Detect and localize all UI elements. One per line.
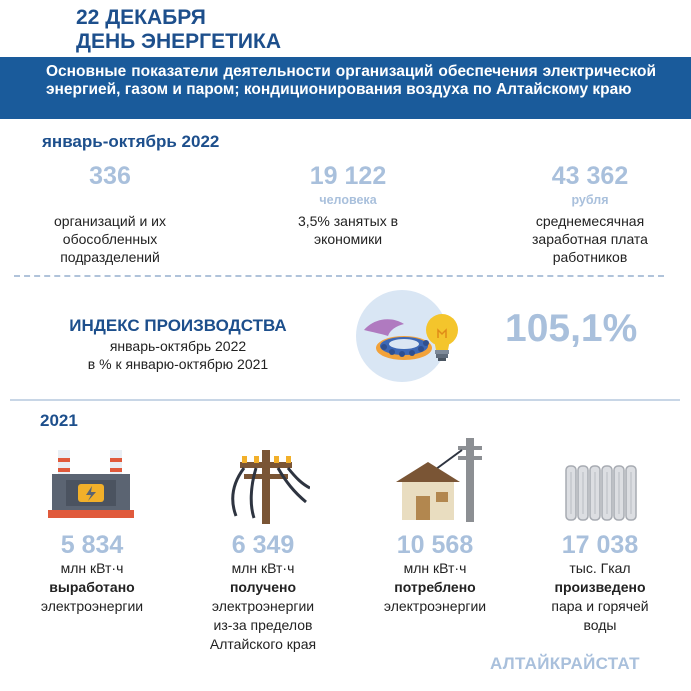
stat-employees [268, 162, 428, 248]
stat-desc-line: работников [552, 249, 628, 265]
stat-desc-line: обособленных [62, 231, 158, 247]
stat-unit: тыс. Гкал [569, 560, 631, 576]
year-label: 2021 [40, 411, 78, 430]
stat-verb: произведено [554, 579, 646, 595]
index-sub-line-2: в % к январю-октябрю 2021 [87, 356, 269, 372]
brand-logo-text: АЛТАЙКРАЙСТАТ [490, 654, 640, 673]
stat-value: 43 362 [551, 162, 629, 190]
stat-salary [505, 162, 675, 266]
stat-desc-line: подразделений [60, 249, 160, 265]
stat-verb: выработано [49, 579, 135, 595]
stat-unit: млн кВт·ч [60, 560, 124, 576]
stat-verb: получено [229, 579, 297, 595]
radiator-icon [562, 462, 640, 524]
stat-rest-line: электроэнергии [383, 598, 487, 614]
stat-rest-line: воды [583, 617, 617, 633]
stat-unit: млн кВт·ч [231, 560, 295, 576]
stat-desc-line: 3,5% занятых в [297, 213, 399, 229]
power-pole-icon [226, 448, 310, 524]
stat-desc [30, 212, 190, 266]
stat-value: 5 834 [60, 531, 124, 559]
solid-divider [10, 399, 680, 401]
stat-desc-line: заработная плата [532, 231, 648, 247]
stat-desc [505, 212, 675, 266]
stat-desc-line: экономики [313, 231, 383, 247]
house-power-icon [392, 436, 484, 522]
stat-value: 6 349 [231, 531, 295, 559]
title-line-2: ДЕНЬ ЭНЕРГЕТИКА [76, 30, 281, 53]
stat-desc-line: среднемесячная [535, 213, 645, 229]
title-line-1: 22 ДЕКАБРЯ [76, 6, 206, 29]
stat-rest-line: электроэнергии [211, 598, 315, 614]
stat-consumed [365, 531, 505, 616]
stat-unit: рубля [571, 193, 609, 207]
dashed-divider [14, 275, 664, 277]
stat-value: 10 568 [396, 531, 474, 559]
stat-value: 17 038 [561, 531, 639, 559]
stat-value: 19 122 [309, 162, 387, 190]
stat-rest-line: пара и горячей [551, 598, 649, 614]
period-label: январь-октябрь 2022 [42, 132, 220, 151]
stat-organizations [30, 162, 190, 266]
stat-generated [22, 531, 162, 616]
stat-rest-line: Алтайского края [209, 636, 317, 652]
index-title: ИНДЕКС ПРОИЗВОДСТВА [69, 316, 287, 335]
stat-received [188, 531, 338, 654]
index-subtitle [38, 337, 318, 373]
gas-flame-bulb-icon [356, 290, 466, 382]
index-value: 105,1% [505, 307, 638, 350]
banner-text: Основные показатели деятельности организаций обеспечения электрической энергией, газом и паром; кондиционирования воздуха по Алтайскому краю [46, 63, 656, 98]
index-sub-line-1: январь-октябрь 2022 [109, 338, 247, 354]
power-plant-icon [44, 444, 138, 524]
page-title [76, 6, 281, 54]
stat-value: 336 [89, 162, 131, 190]
stat-verb: потреблено [394, 579, 476, 595]
stat-unit: человека [319, 193, 377, 207]
stat-rest-line: электроэнергии [40, 598, 144, 614]
stat-desc-line: организаций и их [54, 213, 166, 229]
stat-desc [268, 212, 428, 248]
stat-unit: млн кВт·ч [403, 560, 467, 576]
stat-heat-produced [530, 531, 670, 635]
stat-rest-line: из-за пределов [213, 617, 313, 633]
